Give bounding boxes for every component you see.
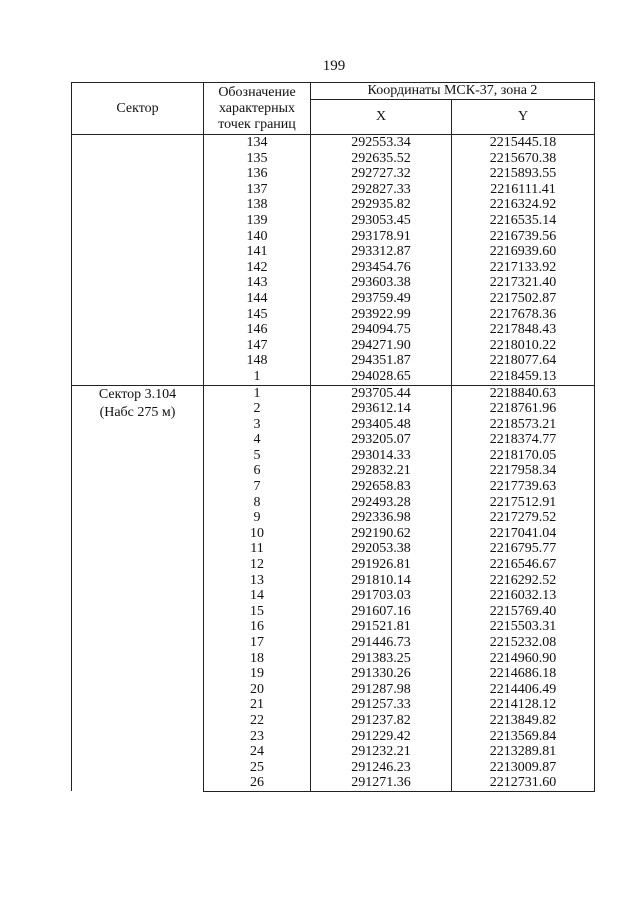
x-cell: 293603.38 (311, 275, 452, 291)
point-cell: 25 (204, 760, 311, 776)
x-cell: 294094.75 (311, 322, 452, 338)
point-cell: 144 (204, 291, 311, 307)
x-cell: 293205.07 (311, 432, 452, 448)
point-cell: 1 (204, 369, 311, 385)
x-cell: 293178.91 (311, 229, 452, 245)
y-cell: 2218077.64 (452, 353, 595, 369)
x-cell: 293312.87 (311, 244, 452, 260)
sector-label-line: Сектор 3.104 (98, 386, 177, 402)
point-cell: 140 (204, 229, 311, 245)
point-cell: 11 (204, 541, 311, 557)
point-cell: 26 (204, 775, 311, 791)
point-cell: 14 (204, 588, 311, 604)
x-cell: 291926.81 (311, 557, 452, 573)
point-cell: 23 (204, 729, 311, 745)
point-cell: 3 (204, 417, 311, 433)
y-cell: 2214960.90 (452, 651, 595, 667)
table-row (72, 385, 595, 401)
point-cell: 20 (204, 682, 311, 698)
y-cell: 2217502.87 (452, 291, 595, 307)
x-cell: 293053.45 (311, 213, 452, 229)
y-cell: 2214686.18 (452, 666, 595, 682)
y-cell: 2217133.92 (452, 260, 595, 276)
point-cell: 142 (204, 260, 311, 276)
x-cell: 292053.38 (311, 541, 452, 557)
sector-cell (72, 135, 204, 386)
point-cell: 15 (204, 604, 311, 620)
y-cell: 2218374.77 (452, 432, 595, 448)
y-cell: 2217848.43 (452, 322, 595, 338)
x-cell: 291257.33 (311, 697, 452, 713)
x-cell: 291383.25 (311, 651, 452, 667)
x-cell: 292553.34 (311, 135, 452, 151)
y-cell: 2218840.63 (452, 385, 595, 401)
point-cell: 9 (204, 510, 311, 526)
page-number: 199 (322, 58, 346, 74)
x-cell: 292336.98 (311, 510, 452, 526)
x-cell: 292935.82 (311, 197, 452, 213)
y-cell: 2213569.84 (452, 729, 595, 745)
y-cell: 2218459.13 (452, 369, 595, 385)
header-coordinates: Координаты МСК-37, зона 2 (311, 83, 595, 100)
x-cell: 293612.14 (311, 401, 452, 417)
x-cell: 293922.99 (311, 307, 452, 323)
x-cell: 294028.65 (311, 369, 452, 385)
y-cell: 2217958.34 (452, 463, 595, 479)
y-cell: 2217041.04 (452, 526, 595, 542)
x-cell: 292635.52 (311, 151, 452, 167)
point-cell: 1 (204, 385, 311, 401)
point-cell: 17 (204, 635, 311, 651)
y-cell: 2214128.12 (452, 697, 595, 713)
x-cell: 291271.36 (311, 775, 452, 791)
x-cell: 291287.98 (311, 682, 452, 698)
point-cell: 22 (204, 713, 311, 729)
y-cell: 2217678.36 (452, 307, 595, 323)
point-cell: 4 (204, 432, 311, 448)
point-cell: 139 (204, 213, 311, 229)
point-cell: 145 (204, 307, 311, 323)
y-cell: 2215232.08 (452, 635, 595, 651)
y-cell: 2215445.18 (452, 135, 595, 151)
y-cell: 2216324.92 (452, 197, 595, 213)
y-cell: 2217739.63 (452, 479, 595, 495)
x-cell: 291607.16 (311, 604, 452, 620)
point-cell: 7 (204, 479, 311, 495)
point-cell: 135 (204, 151, 311, 167)
point-cell: 21 (204, 697, 311, 713)
point-cell: 13 (204, 573, 311, 589)
y-cell: 2217321.40 (452, 275, 595, 291)
point-cell: 147 (204, 338, 311, 354)
x-cell: 293405.48 (311, 417, 452, 433)
x-cell: 292658.83 (311, 479, 452, 495)
y-cell: 2216032.13 (452, 588, 595, 604)
x-cell: 291237.82 (311, 713, 452, 729)
y-cell: 2216939.60 (452, 244, 595, 260)
x-cell: 292827.33 (311, 182, 452, 198)
y-cell: 2212731.60 (452, 775, 595, 791)
y-cell: 2216292.52 (452, 573, 595, 589)
y-cell: 2216546.67 (452, 557, 595, 573)
point-cell: 146 (204, 322, 311, 338)
x-cell: 292832.21 (311, 463, 452, 479)
point-cell: 6 (204, 463, 311, 479)
x-cell: 294271.90 (311, 338, 452, 354)
table-body (72, 135, 595, 792)
y-cell: 2215670.38 (452, 151, 595, 167)
point-cell: 5 (204, 448, 311, 464)
point-cell: 141 (204, 244, 311, 260)
sector-cell (72, 385, 204, 791)
y-cell: 2213289.81 (452, 744, 595, 760)
x-cell: 292190.62 (311, 526, 452, 542)
point-cell: 148 (204, 353, 311, 369)
y-cell: 2218573.21 (452, 417, 595, 433)
y-cell: 2214406.49 (452, 682, 595, 698)
point-cell: 12 (204, 557, 311, 573)
point-cell: 18 (204, 651, 311, 667)
y-cell: 2218010.22 (452, 338, 595, 354)
x-cell: 293454.76 (311, 260, 452, 276)
point-cell: 24 (204, 744, 311, 760)
y-cell: 2218170.05 (452, 448, 595, 464)
y-cell: 2216795.77 (452, 541, 595, 557)
y-cell: 2217512.91 (452, 495, 595, 511)
point-cell: 137 (204, 182, 311, 198)
point-cell: 2 (204, 401, 311, 417)
header-point: Обозначение характерных точек границ (204, 83, 311, 135)
x-cell: 293759.49 (311, 291, 452, 307)
x-cell: 291521.81 (311, 619, 452, 635)
y-cell: 2215893.55 (452, 166, 595, 182)
point-cell: 19 (204, 666, 311, 682)
x-cell: 293705.44 (311, 385, 452, 401)
y-cell: 2213009.87 (452, 760, 595, 776)
x-cell: 291330.26 (311, 666, 452, 682)
header-y: Y (452, 100, 595, 135)
x-cell: 291446.73 (311, 635, 452, 651)
x-cell: 291246.23 (311, 760, 452, 776)
x-cell: 291229.42 (311, 729, 452, 745)
x-cell: 291703.03 (311, 588, 452, 604)
y-cell: 2218761.96 (452, 401, 595, 417)
header-x: X (311, 100, 452, 135)
sector-label-line: (Набс 275 м) (99, 404, 176, 420)
point-cell: 8 (204, 495, 311, 511)
y-cell: 2216739.56 (452, 229, 595, 245)
x-cell: 293014.33 (311, 448, 452, 464)
point-cell: 143 (204, 275, 311, 291)
y-cell: 2213849.82 (452, 713, 595, 729)
y-cell: 2215503.31 (452, 619, 595, 635)
coordinates-table (71, 82, 595, 792)
header-sector: Сектор (72, 83, 204, 135)
point-cell: 138 (204, 197, 311, 213)
x-cell: 291232.21 (311, 744, 452, 760)
point-cell: 10 (204, 526, 311, 542)
x-cell: 291810.14 (311, 573, 452, 589)
table-row (72, 135, 595, 151)
y-cell: 2216535.14 (452, 213, 595, 229)
y-cell: 2217279.52 (452, 510, 595, 526)
x-cell: 292493.28 (311, 495, 452, 511)
point-cell: 136 (204, 166, 311, 182)
point-cell: 16 (204, 619, 311, 635)
y-cell: 2215769.40 (452, 604, 595, 620)
x-cell: 294351.87 (311, 353, 452, 369)
y-cell: 2216111.41 (452, 182, 595, 198)
x-cell: 292727.32 (311, 166, 452, 182)
point-cell: 134 (204, 135, 311, 151)
